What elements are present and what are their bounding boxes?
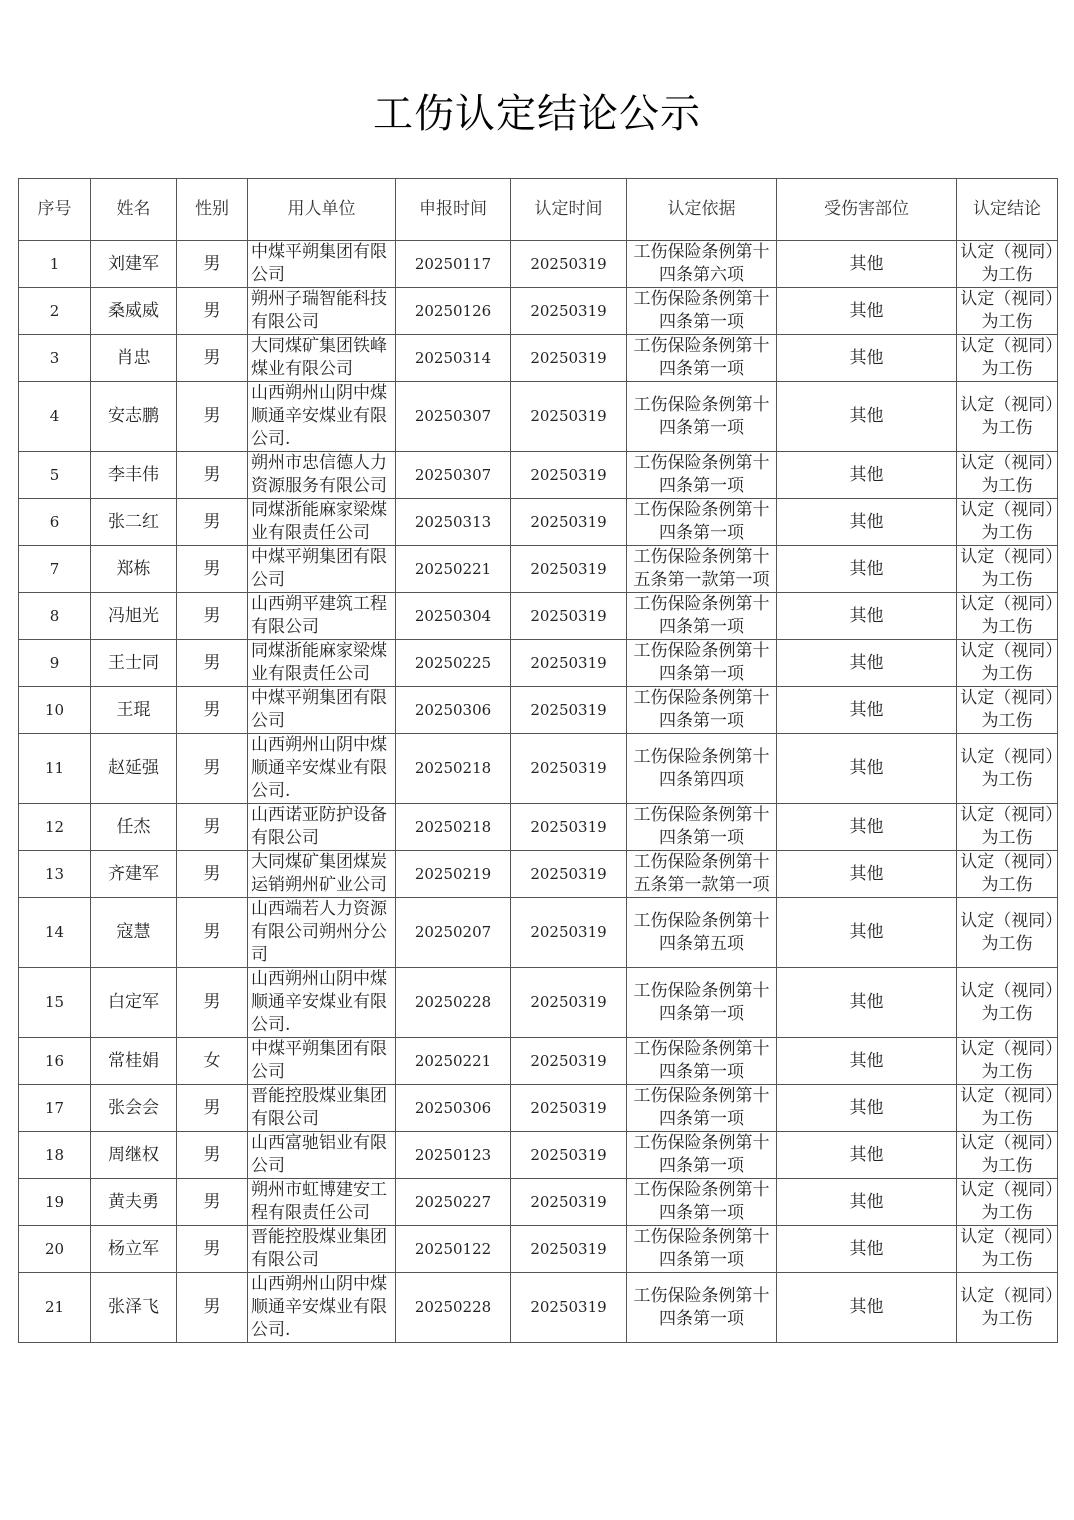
row-number: 13 [19,851,91,898]
employee-gender: 男 [177,499,248,546]
employee-gender: 男 [177,335,248,382]
table-row [19,851,1058,898]
employee-name: 寇慧 [91,898,177,968]
decision-conclusion: 认定（视同）为工伤 [957,335,1058,382]
employer-name: 山西朔州山阴中煤顺通辛安煤业有限公司. [248,382,396,452]
employee-gender: 男 [177,687,248,734]
decision-conclusion: 认定（视同）为工伤 [957,898,1058,968]
employer-name: 同煤浙能麻家梁煤业有限责任公司 [248,640,396,687]
employee-name: 王士同 [91,640,177,687]
employee-name: 张会会 [91,1085,177,1132]
table-row [19,452,1058,499]
injury-part: 其他 [777,1038,957,1085]
decision-conclusion: 认定（视同）为工伤 [957,1226,1058,1273]
decision-basis: 工伤保险条例第十四条第一项 [627,593,777,640]
decision-conclusion: 认定（视同）为工伤 [957,1038,1058,1085]
row-number: 2 [19,288,91,335]
decision-conclusion: 认定（视同）为工伤 [957,1273,1058,1343]
header-no: 序号 [19,179,91,241]
report-date: 20250313 [396,499,511,546]
injury-part: 其他 [777,851,957,898]
decision-conclusion: 认定（视同）为工伤 [957,851,1058,898]
row-number: 5 [19,452,91,499]
report-date: 20250219 [396,851,511,898]
decision-basis: 工伤保险条例第十四条第一项 [627,1226,777,1273]
header-injury: 受伤害部位 [777,179,957,241]
report-date: 20250304 [396,593,511,640]
decision-conclusion: 认定（视同）为工伤 [957,640,1058,687]
decision-conclusion: 认定（视同）为工伤 [957,288,1058,335]
report-date: 20250307 [396,452,511,499]
employee-name: 李丰伟 [91,452,177,499]
report-date: 20250123 [396,1132,511,1179]
decision-date: 20250319 [511,1085,627,1132]
decision-conclusion: 认定（视同）为工伤 [957,734,1058,804]
employer-name: 中煤平朔集团有限公司 [248,241,396,288]
employee-gender: 男 [177,851,248,898]
employee-name: 赵延强 [91,734,177,804]
table-row [19,382,1058,452]
table-row [19,640,1058,687]
employee-gender: 男 [177,288,248,335]
table-row [19,968,1058,1038]
decision-date: 20250319 [511,546,627,593]
table-row [19,804,1058,851]
employee-gender: 男 [177,546,248,593]
decision-date: 20250319 [511,640,627,687]
injury-part: 其他 [777,1179,957,1226]
row-number: 4 [19,382,91,452]
table-row [19,1038,1058,1085]
employer-name: 山西朔州山阴中煤顺通辛安煤业有限公司. [248,734,396,804]
injury-part: 其他 [777,382,957,452]
row-number: 7 [19,546,91,593]
decision-conclusion: 认定（视同）为工伤 [957,804,1058,851]
decision-conclusion: 认定（视同）为工伤 [957,687,1058,734]
header-basis: 认定依据 [627,179,777,241]
header-decision-date: 认定时间 [511,179,627,241]
report-date: 20250228 [396,1273,511,1343]
employer-name: 朔州市忠信德人力资源服务有限公司 [248,452,396,499]
table-row [19,1132,1058,1179]
report-date: 20250307 [396,382,511,452]
row-number: 17 [19,1085,91,1132]
employer-name: 大同煤矿集团铁峰煤业有限公司 [248,335,396,382]
decision-basis: 工伤保险条例第十五条第一款第一项 [627,851,777,898]
injury-part: 其他 [777,898,957,968]
employee-name: 桑威威 [91,288,177,335]
employer-name: 中煤平朔集团有限公司 [248,687,396,734]
injury-part: 其他 [777,335,957,382]
injury-part: 其他 [777,241,957,288]
table-row [19,898,1058,968]
employee-gender: 男 [177,452,248,499]
decision-date: 20250319 [511,288,627,335]
report-date: 20250126 [396,288,511,335]
injury-part: 其他 [777,734,957,804]
decision-basis: 工伤保险条例第十四条第一项 [627,1038,777,1085]
report-date: 20250227 [396,1179,511,1226]
table-row [19,1273,1058,1343]
injury-part: 其他 [777,640,957,687]
header-employer: 用人单位 [248,179,396,241]
decision-basis: 工伤保险条例第十四条第六项 [627,241,777,288]
employee-gender: 男 [177,1273,248,1343]
report-date: 20250218 [396,804,511,851]
decision-date: 20250319 [511,851,627,898]
employer-name: 中煤平朔集团有限公司 [248,1038,396,1085]
decision-date: 20250319 [511,499,627,546]
decision-date: 20250319 [511,804,627,851]
decision-conclusion: 认定（视同）为工伤 [957,382,1058,452]
table-row [19,593,1058,640]
row-number: 16 [19,1038,91,1085]
decision-date: 20250319 [511,593,627,640]
injury-part: 其他 [777,1226,957,1273]
decision-conclusion: 认定（视同）为工伤 [957,593,1058,640]
row-number: 9 [19,640,91,687]
decision-basis: 工伤保险条例第十四条第一项 [627,804,777,851]
row-number: 15 [19,968,91,1038]
employer-name: 山西朔州山阴中煤顺通辛安煤业有限公司. [248,968,396,1038]
report-date: 20250221 [396,546,511,593]
decision-date: 20250319 [511,335,627,382]
employer-name: 山西朔州山阴中煤顺通辛安煤业有限公司. [248,1273,396,1343]
employee-name: 常桂娟 [91,1038,177,1085]
table-row [19,335,1058,382]
decision-date: 20250319 [511,1273,627,1343]
employer-name: 同煤浙能麻家梁煤业有限责任公司 [248,499,396,546]
row-number: 10 [19,687,91,734]
employee-name: 王琨 [91,687,177,734]
decision-basis: 工伤保险条例第十四条第一项 [627,640,777,687]
decision-basis: 工伤保险条例第十四条第四项 [627,734,777,804]
report-date: 20250306 [396,687,511,734]
report-date: 20250228 [396,968,511,1038]
employee-gender: 男 [177,382,248,452]
decision-date: 20250319 [511,1226,627,1273]
employee-name: 齐建军 [91,851,177,898]
row-number: 14 [19,898,91,968]
employee-name: 杨立军 [91,1226,177,1273]
table-row [19,1179,1058,1226]
table-row [19,499,1058,546]
employer-name: 朔州子瑞智能科技有限公司 [248,288,396,335]
injury-part: 其他 [777,804,957,851]
header-report-date: 申报时间 [396,179,511,241]
decision-basis: 工伤保险条例第十四条第一项 [627,382,777,452]
employee-name: 刘建军 [91,241,177,288]
injury-part: 其他 [777,1132,957,1179]
row-number: 6 [19,499,91,546]
row-number: 12 [19,804,91,851]
decision-date: 20250319 [511,1132,627,1179]
injury-part: 其他 [777,1085,957,1132]
decision-conclusion: 认定（视同）为工伤 [957,499,1058,546]
employee-name: 白定军 [91,968,177,1038]
decision-conclusion: 认定（视同）为工伤 [957,1085,1058,1132]
employee-gender: 男 [177,640,248,687]
employer-name: 山西端若人力资源有限公司朔州分公司 [248,898,396,968]
header-gender: 性别 [177,179,248,241]
decision-basis: 工伤保险条例第十四条第一项 [627,968,777,1038]
employer-name: 朔州市虹博建安工程有限责任公司 [248,1179,396,1226]
employer-name: 晋能控股煤业集团有限公司 [248,1085,396,1132]
row-number: 8 [19,593,91,640]
employee-gender: 男 [177,1132,248,1179]
decision-basis: 工伤保险条例第十四条第一项 [627,687,777,734]
decision-conclusion: 认定（视同）为工伤 [957,241,1058,288]
employee-gender: 男 [177,734,248,804]
decision-basis: 工伤保险条例第十四条第一项 [627,288,777,335]
table-row [19,241,1058,288]
table-row [19,687,1058,734]
header-name: 姓名 [91,179,177,241]
decision-date: 20250319 [511,452,627,499]
employee-gender: 男 [177,898,248,968]
employee-name: 周继权 [91,1132,177,1179]
decision-date: 20250319 [511,1038,627,1085]
table-row [19,1226,1058,1273]
injury-part: 其他 [777,968,957,1038]
injury-part: 其他 [777,593,957,640]
employer-name: 中煤平朔集团有限公司 [248,546,396,593]
decision-date: 20250319 [511,241,627,288]
decision-basis: 工伤保险条例第十四条第一项 [627,1273,777,1343]
decision-basis: 工伤保险条例第十五条第一款第一项 [627,546,777,593]
table-header-row [19,179,1058,241]
injury-part: 其他 [777,452,957,499]
decision-conclusion: 认定（视同）为工伤 [957,546,1058,593]
decision-basis: 工伤保险条例第十四条第一项 [627,499,777,546]
employee-name: 安志鹏 [91,382,177,452]
employee-name: 冯旭光 [91,593,177,640]
row-number: 21 [19,1273,91,1343]
decision-conclusion: 认定（视同）为工伤 [957,1132,1058,1179]
injury-part: 其他 [777,1273,957,1343]
decision-date: 20250319 [511,1179,627,1226]
employee-gender: 男 [177,1226,248,1273]
decision-date: 20250319 [511,968,627,1038]
employee-name: 张泽飞 [91,1273,177,1343]
row-number: 20 [19,1226,91,1273]
decision-basis: 工伤保险条例第十四条第五项 [627,898,777,968]
employee-gender: 男 [177,804,248,851]
decision-date: 20250319 [511,687,627,734]
report-date: 20250221 [396,1038,511,1085]
table-row [19,1085,1058,1132]
employee-gender: 男 [177,241,248,288]
table-row [19,734,1058,804]
decision-basis: 工伤保险条例第十四条第一项 [627,335,777,382]
employer-name: 晋能控股煤业集团有限公司 [248,1226,396,1273]
decision-basis: 工伤保险条例第十四条第一项 [627,1179,777,1226]
decision-basis: 工伤保险条例第十四条第一项 [627,1085,777,1132]
decision-conclusion: 认定（视同）为工伤 [957,1179,1058,1226]
report-date: 20250225 [396,640,511,687]
table-row [19,288,1058,335]
row-number: 11 [19,734,91,804]
report-date: 20250218 [396,734,511,804]
page-title: 工伤认定结论公示 [373,91,701,137]
employer-name: 山西朔平建筑工程有限公司 [248,593,396,640]
decision-date: 20250319 [511,734,627,804]
employee-name: 张二红 [91,499,177,546]
report-date: 20250122 [396,1226,511,1273]
employee-gender: 男 [177,1085,248,1132]
employer-name: 山西诺亚防护设备有限公司 [248,804,396,851]
row-number: 18 [19,1132,91,1179]
employee-gender: 女 [177,1038,248,1085]
injury-part: 其他 [777,288,957,335]
decision-date: 20250319 [511,898,627,968]
employee-name: 任杰 [91,804,177,851]
injury-part: 其他 [777,499,957,546]
employee-name: 郑栋 [91,546,177,593]
table-body [19,241,1058,1343]
employee-name: 黄夫勇 [91,1179,177,1226]
employee-gender: 男 [177,968,248,1038]
report-date: 20250314 [396,335,511,382]
table-row [19,546,1058,593]
decision-conclusion: 认定（视同）为工伤 [957,968,1058,1038]
injury-part: 其他 [777,546,957,593]
row-number: 1 [19,241,91,288]
header-conclusion: 认定结论 [957,179,1058,241]
results-table [18,178,1058,1343]
report-date: 20250117 [396,241,511,288]
employee-gender: 男 [177,1179,248,1226]
decision-basis: 工伤保险条例第十四条第一项 [627,1132,777,1179]
employee-name: 肖忠 [91,335,177,382]
decision-basis: 工伤保险条例第十四条第一项 [627,452,777,499]
report-date: 20250207 [396,898,511,968]
employer-name: 大同煤矿集团煤炭运销朔州矿业公司 [248,851,396,898]
decision-date: 20250319 [511,382,627,452]
row-number: 3 [19,335,91,382]
row-number: 19 [19,1179,91,1226]
employee-gender: 男 [177,593,248,640]
decision-conclusion: 认定（视同）为工伤 [957,452,1058,499]
injury-part: 其他 [777,687,957,734]
employer-name: 山西富驰铝业有限公司 [248,1132,396,1179]
report-date: 20250306 [396,1085,511,1132]
